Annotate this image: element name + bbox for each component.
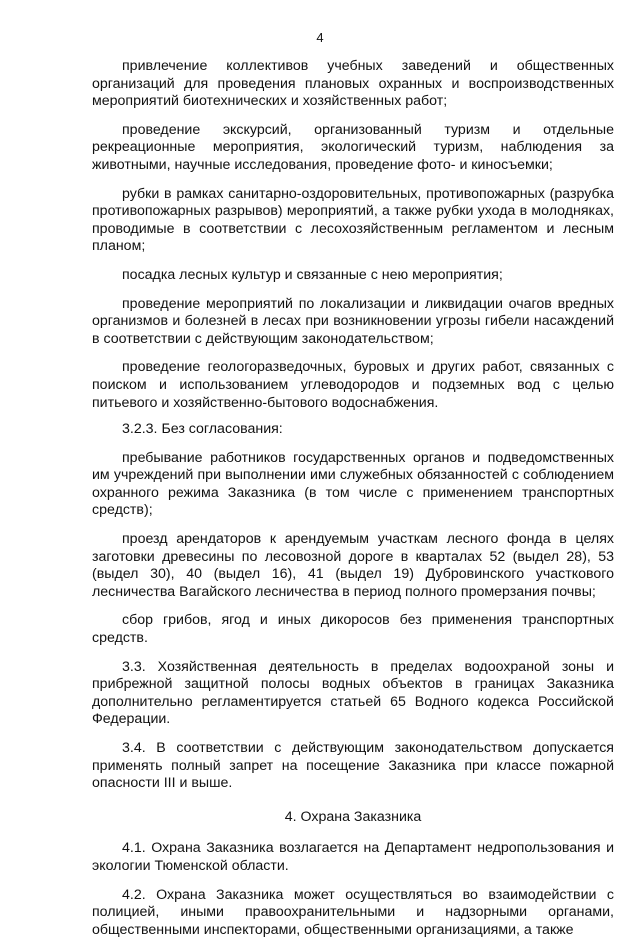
paragraph-clause-4-2: 4.2. Охрана Заказника может осуществляться во взаимодействии с полицией, иными правоохранительными и надзорными органами, общественными инспекторами, общественными организациями, а также (92, 886, 614, 938)
section-heading: 4. Охрана Заказника (284, 808, 422, 825)
paragraph-clause-3-4: 3.4. В соответствии с действующим законодательством допускается применять полный запрет на посещение Заказника при классе пожарной опасности III и выше. (92, 740, 614, 792)
paragraph-geological-works: проведение геологоразведочных, буровых и других работ, связанных с поиском и использованием углеводородов и подземных вод с целью питьевого и хозяйственно-бытового водоснабжения. (92, 359, 614, 411)
paragraph-involving-institutions: привлечение коллективов учебных заведений и общественных организаций для проведения плановых охранных и воспроизводственных мероприятий биотехнических и хозяйственных работ; (92, 58, 614, 110)
paragraph-pest-control: проведение мероприятий по локализации и ликвидации очагов вредных организмов и болезней в лесах при возникновении угрозы гибели насаждений в соответствии с действующим законодательством; (92, 295, 614, 347)
paragraph-clause-3-2-3: 3.2.3. Без согласования: (122, 421, 283, 438)
document-body (92, 58, 614, 950)
page-number: 4 (316, 30, 324, 45)
paragraph-excursions: проведение экскурсий, организованный туризм и отдельные рекреационные мероприятия, экологический туризм, наблюдения за животными, научные исследования, проведение фото- и киносъемки; (92, 121, 614, 173)
paragraph-tenants-access: проезд арендаторов к арендуемым участкам лесного фонда в целях заготовки древесины по лесовозной дороге в кварталах 52 (выдел 28), 53 (выдел 30), 40 (выдел 16), 41 (выдел 19) Дубровинского участкового лесничества Вагайского лесничества в период полного промерзания почвы; (92, 531, 614, 600)
paragraph-state-workers: пребывание работников государственных органов и подведомственных им учреждений при выполнении ими служебных обязанностей с соблюдением охранного режима Заказника (в том числе с применением транспортных средств); (92, 449, 614, 519)
paragraph-gathering: сбор грибов, ягод и иных дикоросов без применения транспортных средств. (92, 612, 614, 647)
paragraph-forest-planting: посадка лесных культур и связанные с нею мероприятия; (122, 266, 503, 283)
paragraph-sanitary-felling: рубки в рамках санитарно-оздоровительных, противопожарных (разрубка противопожарных разрывов) мероприятий, а также рубки ухода в молодняках, проводимые в соответствии с лесохозяйственным регламентом и лесным планом; (92, 185, 614, 255)
paragraph-clause-3-3: 3.3. Хозяйственная деятельность в пределах водоохраной зоны и прибрежной защитной полосы водных объектов в границах Заказника дополнительно регламентируется статьей 65 Водного кодекса Российской Федерации. (92, 658, 614, 728)
paragraph-clause-4-1: 4.1. Охрана Заказника возлагается на Департамент недропользования и экологии Тюменской области. (92, 840, 614, 874)
